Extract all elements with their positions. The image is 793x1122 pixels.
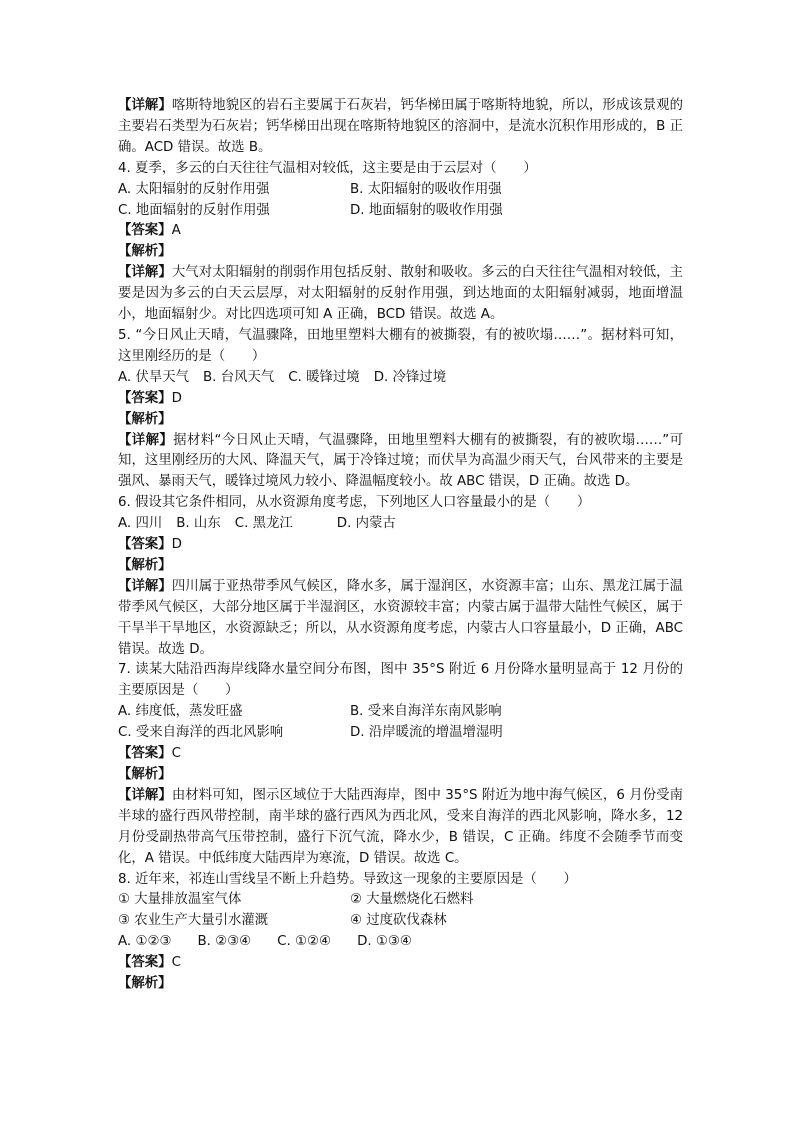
options-row: [118, 890, 683, 911]
explanation-text: 喀斯特地貌区的岩石主要属于石灰岩，钙华梯田属于喀斯特地貌，所以，形成该景观的主要岩石类型为石灰岩；钙华梯田出现在喀斯特地貌区的溶洞中，是流水沉积作用形成的，B 正确。ACD 错误。故选 B。: [118, 98, 684, 155]
option-a: A. ①②③: [118, 934, 172, 950]
option-b: B. 台风天气: [203, 369, 275, 385]
options-row: [118, 911, 683, 932]
statement-4: ④ 过度砍伐森林: [350, 913, 447, 929]
statement-2: ② 大量燃烧化石燃料: [350, 892, 474, 908]
answer-tag: 【答案】: [118, 537, 172, 553]
option-c: C. 黑龙江: [234, 516, 293, 532]
answer-line: [118, 953, 683, 974]
options-row: [118, 514, 683, 535]
answer-line: [118, 221, 683, 242]
options-row: [118, 702, 683, 723]
document-page: [118, 96, 683, 995]
option-c: C. 受来自海洋的西北风影响: [118, 725, 284, 741]
explanation-text: 四川属于亚热带季风气候区，降水多，属于湿润区，水资源丰富；山东、黑龙江属于温带季风气候区，大部分地区属于半湿润区，水资源较丰富；内蒙古属于温带大陆性气候区，属于干旱半干旱地区，水资源缺乏；所以，从水资源角度考虑，内蒙古人口容量最小，D 正确，ABC 错误。故选 D。: [118, 578, 684, 657]
analysis-line: [118, 765, 683, 786]
statement-3: ③ 农业生产大量引水灌溉: [118, 913, 269, 929]
detail-tag: 【详解】: [118, 265, 172, 281]
explanation-text: 大气对太阳辐射的削弱作用包括反射、散射和吸收。多云的白天往往气温相对较低，主要是因为多云的白天云层厚，对太阳辐射的反射作用强，到达地面的太阳辐射减弱，地面增温小，地面辐射少。对比四选项可知 A 正确，BCD 错误。故选 A。: [118, 265, 684, 323]
answer-line: [118, 744, 683, 765]
question-5: 5. “今日风止天晴，气温骤降，田地里塑料大棚有的被撕裂，有的被吹塌……”。据材料可知，这里刚经历的是（ ）: [118, 327, 683, 364]
option-a: A. 伏旱天气: [118, 369, 189, 385]
answer-tag: 【答案】: [118, 955, 172, 971]
options-row: [118, 180, 683, 201]
option-d: D. 沿岸暖流的增温增湿明: [350, 725, 503, 741]
explanation-text: 据材料“今日风止天晴，气温骤降，田地里塑料大棚有的被撕裂，有的被吹塌……”可知，这里刚经历的大风、降温天气，属于冷锋过境；而伏旱为高温少雨天气，台风带来的主要是强风、暴雨天气，暖锋过境风力较小、降温幅度较小。故 ABC 错误，D 正确。故选 D。: [118, 432, 684, 490]
option-b: B. 受来自海洋东南风影响: [350, 704, 502, 720]
detail-tag: 【详解】: [118, 98, 172, 113]
analysis-tag: 【解析】: [118, 244, 172, 260]
answer-value: D: [171, 390, 182, 406]
analysis-tag: 【解析】: [118, 411, 172, 427]
answer-tag: 【答案】: [118, 746, 172, 762]
option-b: B. ②③④: [197, 934, 252, 950]
options-row: [118, 201, 683, 222]
answer-tag: 【答案】: [118, 223, 172, 239]
answer-value: C: [171, 746, 181, 762]
answer-line: [118, 389, 683, 410]
detail-tag: 【详解】: [118, 787, 172, 803]
option-d: D. 冷锋过境: [373, 369, 447, 385]
analysis-line: [118, 556, 683, 577]
option-a: A. 纬度低，蒸发旺盛: [118, 704, 243, 720]
option-b: B. 太阳辐射的吸收作用强: [350, 181, 502, 197]
option-a: A. 四川: [118, 516, 163, 532]
question-4: 4. 夏季，多云的白天往往气温相对较低，这主要是由于云层对（ ）: [118, 160, 537, 176]
analysis-line: [118, 242, 683, 263]
answer-value: A: [171, 223, 181, 239]
question-8: 8. 近年来，祁连山雪线呈不断上升趋势。导致这一现象的主要原因是（ ）: [118, 871, 577, 887]
answer-line: [118, 535, 683, 556]
options-row: [118, 723, 683, 744]
answer-value: C: [171, 955, 181, 971]
option-c: C. 暖锋过境: [288, 369, 360, 385]
analysis-tag: 【解析】: [118, 976, 172, 992]
analysis-tag: 【解析】: [118, 767, 172, 782]
explanation-text: 由材料可知，图示区域位于大陆西海岸，图中 35°S 附近为地中海气候区，6 月份受南半球的盛行西风带控制，南半球的盛行西风为西北风，受来自海洋的西北风影响，降水多，12 月份受副热带高气压带控制，盛行下沉气流，降水少，B 错误，C 正确。纬度不会随季节而变化，A 错误。中低纬度大陆西岸为寒流，D 错误。故选 C。: [118, 787, 683, 866]
analysis-line: [118, 974, 683, 995]
analysis-line: [118, 410, 683, 431]
explanation-3: [118, 96, 683, 159]
options-row: [118, 368, 683, 389]
options-row: [118, 932, 683, 953]
answer-value: D: [171, 537, 182, 553]
option-c: C. ①②④: [277, 934, 332, 950]
option-d: D. ①③④: [357, 934, 412, 950]
analysis-tag: 【解析】: [118, 557, 172, 573]
option-b: B. 山东: [176, 516, 221, 532]
question-7: 7. 读某大陆沿西海岸线降水量空间分布图，图中 35°S 附近 6 月份降水量明显高于 12 月份的主要原因是（ ）: [118, 662, 683, 699]
explanation-7: [118, 786, 683, 870]
statement-1: ① 大量排放温室气体: [118, 892, 242, 908]
question-6: 6. 假设其它条件相同，从水资源角度考虑，下列地区人口容量最小的是（ ）: [118, 495, 591, 511]
option-a: A. 太阳辐射的反射作用强: [118, 181, 270, 197]
explanation-5: [118, 431, 683, 494]
detail-tag: 【详解】: [118, 432, 174, 448]
answer-tag: 【答案】: [118, 390, 172, 406]
explanation-6: [118, 577, 683, 661]
option-d: D. 内蒙古: [336, 516, 396, 532]
option-c: C. 地面辐射的反射作用强: [118, 202, 270, 218]
option-d: D. 地面辐射的吸收作用强: [350, 202, 503, 218]
detail-tag: 【详解】: [118, 578, 172, 594]
explanation-4: [118, 263, 683, 326]
